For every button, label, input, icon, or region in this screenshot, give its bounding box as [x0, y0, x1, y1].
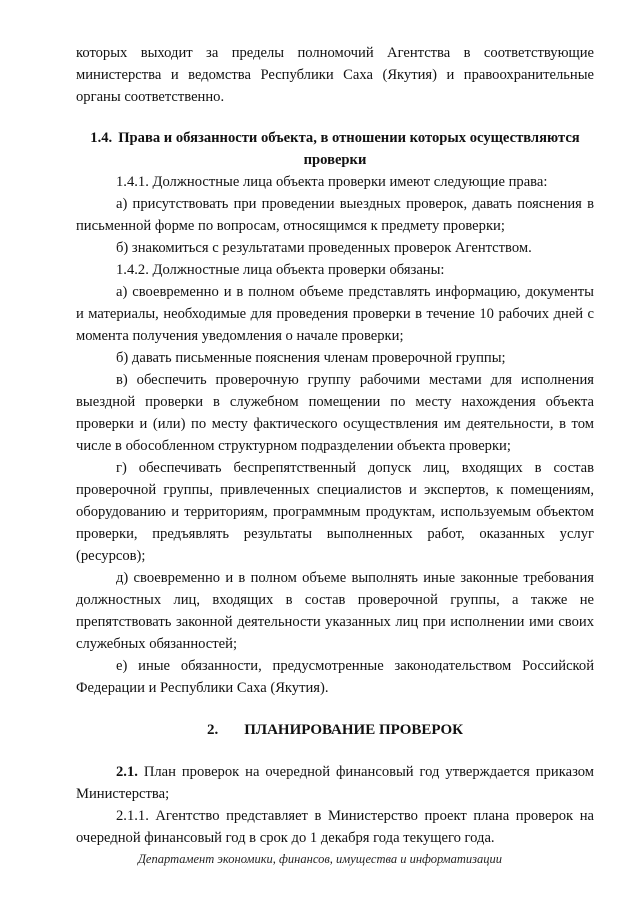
page-footer: Департамент экономики, финансов, имущества и информатизации — [137, 852, 502, 866]
paragraph: д) своевременно и в полном объеме выполнять иные законные требования должностных лиц, входящих в состав проверочной группы, а также не препятствовать законной деятельности указанных лиц при исполнении ими своих служебных обязанностей; — [76, 570, 594, 652]
paragraph: а) своевременно и в полном объеме представлять информацию, документы и материалы, необходимые для проведения проверки в течение 10 рабочих дней с момента получения уведомления о начале проверки; — [76, 284, 594, 344]
paragraph-2-1-1: 2.1.1. Агентство представляет в Министерство проект плана проверок на очередной финансовый год в срок до 1 декабря года текущего года. — [76, 808, 594, 846]
paragraph-2-1 — [76, 761, 594, 805]
section-2-title: ПЛАНИРОВАНИЕ ПРОВЕРОК — [244, 722, 464, 738]
paragraph-2-1-text: План проверок на очередной финансовый год утверждается приказом Министерства; — [76, 764, 594, 802]
paragraph-2-1-number: 2.1. — [116, 764, 138, 780]
section-1-4-title: Права и обязанности объекта, в отношении которых осуществляются проверки — [118, 130, 580, 168]
section-2-number: 2. — [206, 722, 219, 738]
paragraph: г) обеспечивать беспрепятственный допуск лиц, входящих в состав проверочной группы, привлеченных специалистов и экспертов, к помещениям, оборудованию и территориям, программным продуктам, используемым объектом проверки, предъявлять результаты выполненных работ, оказанных услуг (ресурсов); — [76, 460, 594, 564]
paragraph: б) давать письменные пояснения членам проверочной группы; — [116, 350, 506, 366]
paragraph: 1.4.1. Должностные лица объекта проверки имеют следующие права: — [116, 174, 548, 190]
paragraph: б) знакомиться с результатами проведенных проверок Агентством. — [116, 240, 532, 256]
paragraph: 1.4.2. Должностные лица объекта проверки обязаны: — [116, 262, 445, 278]
paragraph: е) иные обязанности, предусмотренные законодательством Российской Федерации и Республики Саха (Якутия). — [76, 658, 594, 696]
paragraph: в) обеспечить проверочную группу рабочими местами для исполнения выездной проверки в служебном помещении по месту нахождения объекта проверки и (или) по месту фактического осуществления им деятельности, в том числе в обособленном структурном подразделении объекта проверки; — [76, 372, 594, 454]
section-1-4-heading — [76, 127, 594, 171]
paragraph: а) присутствовать при проведении выездных проверок, давать пояснения в письменной форме по вопросам, относящимся к предмету проверки; — [76, 196, 594, 234]
section-1-4-number: 1.4. — [90, 130, 113, 146]
intro-continuation: которых выходит за пределы полномочий Агентства в соответствующие министерства и ведомства Республики Саха (Якутия) и правоохранительные органы соответственно. — [76, 45, 594, 105]
section-2-heading — [76, 719, 594, 741]
